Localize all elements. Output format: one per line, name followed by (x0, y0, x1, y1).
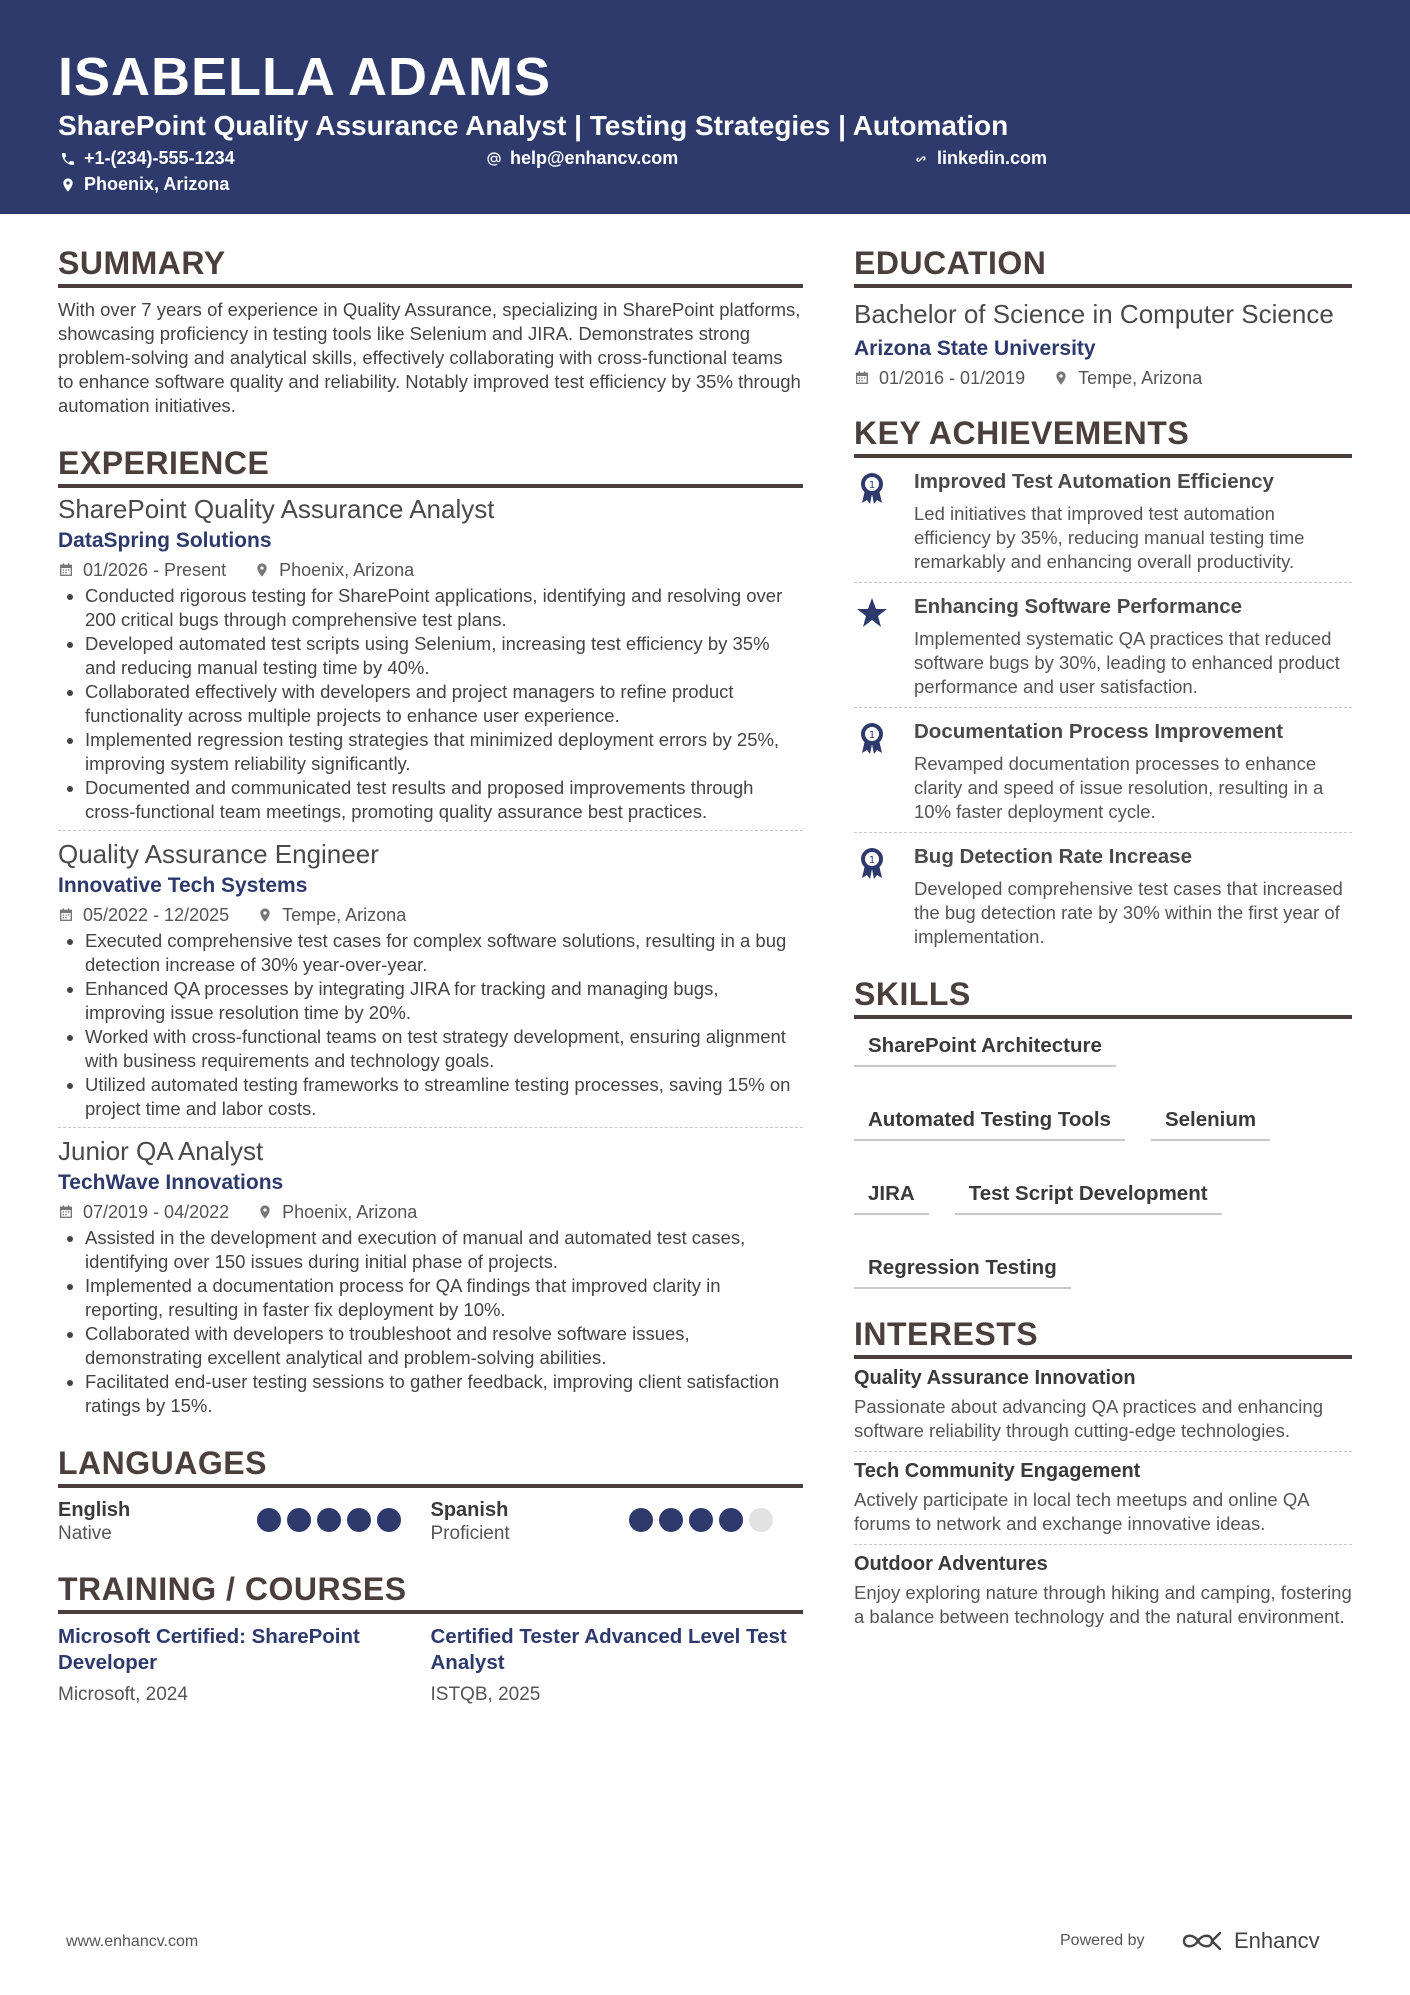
achievement-title: Bug Detection Rate Increase (914, 845, 1192, 868)
at-sign-icon (486, 151, 502, 167)
location-text: Phoenix, Arizona (84, 174, 230, 194)
location-pin-icon (257, 907, 273, 923)
language-rating (629, 1508, 773, 1532)
rating-dot-filled (377, 1508, 401, 1532)
job-entry (58, 830, 803, 1127)
job-bullet: • Utilized automated testing frameworks to streamline testing processes, saving 15% on project time and labor costs. (85, 1073, 803, 1121)
enhancv-logo-icon (1180, 1929, 1226, 1953)
section-title: EXPERIENCE (58, 444, 803, 488)
job-bullet: • Implemented regression testing strategies that minimized deployment errors by 25%, improving system reliability significantly. (85, 728, 803, 776)
svg-text:1: 1 (868, 480, 876, 491)
job-bullet: • Implemented a documentation process for QA findings that improved clarity in reporting, resulting in faster fix deployment by 10%. (85, 1274, 803, 1322)
location-pin-icon (254, 562, 270, 578)
interest-desc: Enjoy exploring nature through hiking and camping, fostering a balance between technology and the natural environment. (854, 1582, 1352, 1627)
contact-phone[interactable] (60, 148, 235, 169)
rating-dot-empty (749, 1508, 773, 1532)
rating-dot-filled (689, 1508, 713, 1532)
course-title: Certified Tester Advanced Level Test Analyst (430, 1625, 787, 1674)
education-section (854, 244, 1352, 392)
interest-title: Tech Community Engagement (854, 1460, 1141, 1482)
job-location: Phoenix, Arizona (282, 1202, 418, 1222)
section-title: LANGUAGES (58, 1444, 803, 1488)
language-rating (257, 1508, 401, 1532)
job-bullet: • Executed comprehensive test cases for complex software solutions, resulting in a bug detection increase of 30% year-over-year. (85, 929, 803, 977)
language-item (431, 1498, 804, 1546)
interest-title: Quality Assurance Innovation (854, 1367, 1136, 1389)
job-company: TechWave Innovations (58, 1171, 284, 1194)
rating-dot-filled (659, 1508, 683, 1532)
rating-dot-filled (347, 1508, 371, 1532)
footer-powered-by: Powered by (1060, 1932, 1145, 1949)
skill-list (854, 1033, 1352, 1289)
summary-section (58, 244, 803, 418)
course-item (431, 1624, 804, 1708)
rating-dot-filled (287, 1508, 311, 1532)
job-location: Tempe, Arizona (282, 905, 407, 925)
course-provider: ISTQB, 2025 (430, 1684, 541, 1705)
award-ribbon-icon (854, 470, 890, 506)
rating-dot-filled (317, 1508, 341, 1532)
education-meta (854, 364, 1352, 392)
footer-url[interactable]: www.enhancv.com (66, 1933, 199, 1950)
education-school: Arizona State University (854, 337, 1096, 360)
job-meta (58, 901, 803, 929)
achievement-desc: Led initiatives that improved test automation efficiency by 35%, reducing manual testing time remarkably and enhancing overall productivity. (914, 503, 1305, 572)
section-title: TRAINING / COURSES (58, 1570, 803, 1614)
job-bullets (58, 584, 803, 824)
job-company: DataSpring Solutions (58, 529, 272, 552)
achievements-section (854, 414, 1352, 957)
job-bullets (58, 1226, 803, 1418)
job-bullet: • Documented and communicated test results and proposed improvements through cross-functional team meetings, promoting quality assurance best practices. (85, 776, 803, 824)
section-title: EDUCATION (854, 244, 1352, 288)
course-provider: Microsoft, 2024 (58, 1684, 188, 1705)
achievement-title: Improved Test Automation Efficiency (914, 470, 1274, 493)
job-bullet: • Assisted in the development and execution of manual and automated test cases, identifying over 150 issues during initial phase of projects. (85, 1226, 803, 1274)
calendar-icon (58, 1204, 74, 1220)
job-title: Quality Assurance Engineer (58, 839, 379, 869)
interest-desc: Passionate about advancing QA practices and enhancing software reliability through cutting-edge technologies. (854, 1396, 1323, 1441)
brand-name: Enhancv (1234, 1928, 1320, 1953)
job-title: Junior QA Analyst (58, 1136, 264, 1166)
achievement-title: Documentation Process Improvement (914, 720, 1284, 743)
right-column (854, 244, 1352, 1637)
job-bullet: • Facilitated end-user testing sessions to gather feedback, improving client satisfaction ratings by 15%. (85, 1370, 803, 1418)
left-column (58, 244, 803, 1708)
job-dates: 05/2022 - 12/2025 (83, 905, 230, 925)
job-bullet: • Worked with cross-functional teams on test strategy development, ensuring alignment with business requirements and technology goals. (85, 1025, 803, 1073)
skill-tag: JIRA (854, 1181, 929, 1215)
job-bullet: • Collaborated effectively with developers and project managers to refine product functionality across multiple projects to enhance user experience. (85, 680, 803, 728)
job-meta (58, 1198, 803, 1226)
rating-dot-filled (719, 1508, 743, 1532)
footer-brand[interactable] (1180, 1928, 1320, 1954)
job-company: Innovative Tech Systems (58, 874, 308, 897)
achievement-item (854, 458, 1352, 582)
education-location: Tempe, Arizona (1078, 368, 1203, 388)
contact-email[interactable] (486, 148, 678, 169)
award-ribbon-icon (854, 845, 890, 881)
calendar-icon (58, 562, 74, 578)
language-level: Native (58, 1523, 112, 1544)
skill-tag: Regression Testing (854, 1255, 1071, 1289)
experience-section (58, 444, 803, 1424)
rating-dot-filled (257, 1508, 281, 1532)
interest-desc: Actively participate in local tech meetups and online QA forums to network and exchange innovative ideas. (854, 1489, 1309, 1534)
calendar-icon (854, 370, 870, 386)
interests-section (854, 1315, 1352, 1637)
phone-text: +1-(234)-555-1234 (84, 148, 235, 168)
section-title: SUMMARY (58, 244, 803, 288)
job-entry (58, 1127, 803, 1424)
achievement-item (854, 832, 1352, 957)
job-bullet: • Conducted rigorous testing for SharePoint applications, identifying and resolving over 200 critical bugs through comprehensive test plans. (85, 584, 803, 632)
job-entry (58, 492, 803, 830)
location-pin-icon (60, 177, 76, 193)
skill-tag: SharePoint Architecture (854, 1033, 1116, 1067)
interest-item (854, 1359, 1352, 1451)
email-text: help@enhancv.com (510, 148, 679, 168)
skills-section (854, 975, 1352, 1289)
job-meta (58, 556, 803, 584)
link-icon (913, 151, 929, 167)
job-bullet: • Collaborated with developers to troubleshoot and resolve software issues, demonstrating excellent analytical and problem-solving abilities. (85, 1322, 803, 1370)
interest-item (854, 1451, 1352, 1544)
course-list (58, 1624, 803, 1708)
interest-item (854, 1544, 1352, 1637)
contact-linkedin[interactable] (913, 148, 1047, 169)
course-title: Microsoft Certified: SharePoint Developer (58, 1625, 360, 1674)
language-level: Proficient (430, 1523, 510, 1544)
achievement-desc: Implemented systematic QA practices that reduced software bugs by 30%, leading to enhanced product performance and user satisfaction. (914, 628, 1340, 697)
course-item (58, 1624, 431, 1708)
language-name: Spanish (430, 1499, 509, 1521)
resume-header (0, 0, 1410, 214)
achievement-desc: Revamped documentation processes to enhance clarity and speed of issue resolution, resulting in a 10% faster deployment cycle. (914, 753, 1324, 822)
achievement-title: Enhancing Software Performance (914, 595, 1243, 618)
rating-dot-filled (629, 1508, 653, 1532)
skill-tag: Automated Testing Tools (854, 1107, 1125, 1141)
section-title: INTERESTS (854, 1315, 1352, 1359)
location-pin-icon (257, 1204, 273, 1220)
job-bullet: • Developed automated test scripts using Selenium, increasing test efficiency by 35% and reducing manual testing time by 40%. (85, 632, 803, 680)
training-section (58, 1570, 803, 1708)
achievement-item (854, 582, 1352, 707)
language-item (58, 1498, 431, 1546)
section-title: KEY ACHIEVEMENTS (854, 414, 1352, 458)
svg-text:1: 1 (868, 855, 876, 866)
achievement-desc: Developed comprehensive test cases that increased the bug detection rate by 30% within the first year of implementation. (914, 878, 1343, 947)
contact-location (60, 174, 229, 195)
skill-tag: Selenium (1151, 1107, 1270, 1141)
skill-tag: Test Script Development (955, 1181, 1222, 1215)
calendar-icon (58, 907, 74, 923)
summary-text: With over 7 years of experience in Quality Assurance, specializing in SharePoint platforms, showcasing proficiency in testing tools like Selenium and JIRA. Demonstrates strong problem-solving and analytical skills, effectively collaborating with cross-functional teams to enhance software quality and reliability. Notably improved test efficiency by 35% through automation initiatives. (58, 299, 801, 416)
svg-text:1: 1 (868, 730, 876, 741)
job-bullets (58, 929, 803, 1121)
phone-icon (60, 151, 76, 167)
section-title: SKILLS (854, 975, 1352, 1019)
language-name: English (58, 1499, 131, 1521)
candidate-name: ISABELLA ADAMS (58, 47, 551, 107)
award-ribbon-icon (854, 720, 890, 756)
job-location: Phoenix, Arizona (279, 560, 415, 580)
languages-section (58, 1444, 803, 1546)
location-pin-icon (1053, 370, 1069, 386)
job-title: SharePoint Quality Assurance Analyst (58, 494, 495, 524)
interest-title: Outdoor Adventures (854, 1553, 1048, 1575)
star-icon (854, 595, 890, 631)
candidate-headline: SharePoint Quality Assurance Analyst | Testing Strategies | Automation (58, 110, 1009, 141)
linkedin-text: linkedin.com (937, 148, 1048, 168)
job-dates: 01/2026 - Present (83, 560, 227, 580)
education-degree: Bachelor of Science in Computer Science (854, 299, 1334, 329)
achievement-item (854, 707, 1352, 832)
job-dates: 07/2019 - 04/2022 (83, 1202, 230, 1222)
job-bullet: • Enhanced QA processes by integrating JIRA for tracking and managing bugs, improving issue resolution time by 20%. (85, 977, 803, 1025)
education-dates: 01/2016 - 01/2019 (879, 368, 1026, 388)
language-list (58, 1498, 803, 1546)
